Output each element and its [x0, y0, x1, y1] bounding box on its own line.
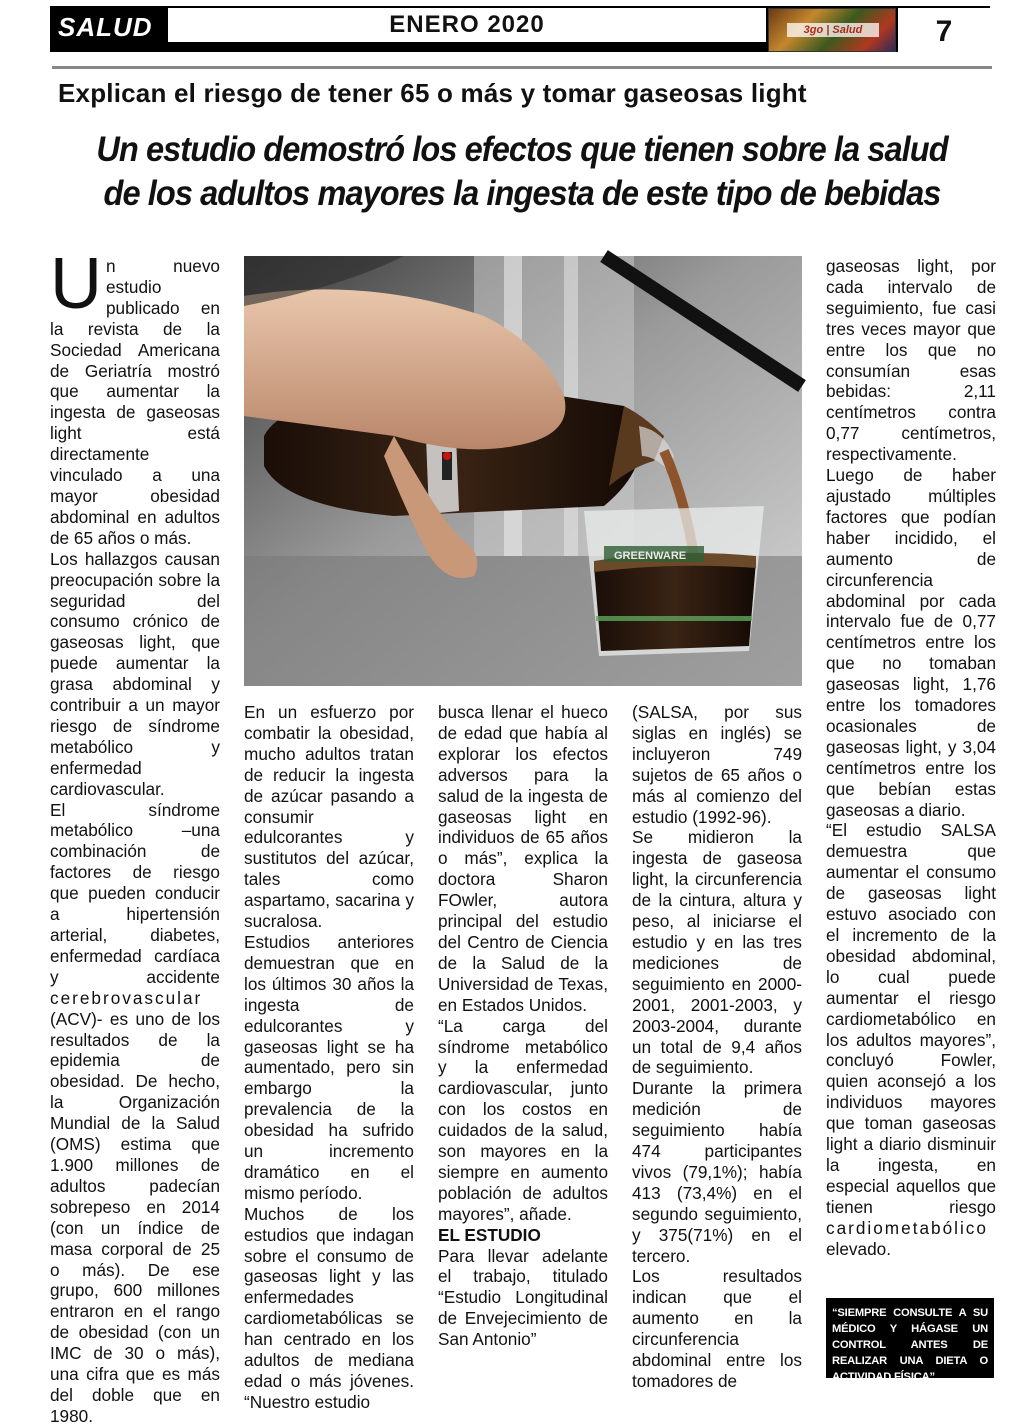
paragraph: busca llenar el hueco de edad que había al explorar los efectos adversos para la salud de la ingesta de gaseosas light en individuos de 65 años o más”, explica la doctora Sharon FOwler, autora principal del estudio del Centro de Ciencia de la Salud de la Universidad de Texas, en Estados Unidos.	[438, 702, 608, 1015]
article-column-1	[50, 244, 220, 1427]
paragraph: Durante la primera medición de seguimiento había 474 participantes vivos (79,1%); había 413 (73,4%) en el segundo seguimiento, y 375(71%) en el tercero.	[632, 1078, 802, 1266]
paragraph-text: cerebrovascular	[50, 987, 203, 1008]
issue-date: ENERO 2020	[168, 8, 766, 42]
paragraph: Los hallazgos causan preocupación sobre la seguridad del consumo crónico de gaseosas light, que puede aumentar la grasa abdominal y contribuir a un mayor riesgo de síndrome metabólico y enfermedad cardiovascular.	[50, 548, 220, 799]
paragraph: Se midieron la ingesta de gaseosa light, la circunferencia de la cintura, altura y peso, al iniciarse el estudio y en las tres mediciones de seguimiento en 2000-2001, 2001-2003, y 2003-2004, durante un total de 9,4 años de seguimiento.	[632, 827, 802, 1078]
paragraph: “La carga del síndrome metabólico y la enfermedad cardiovascular, junto con los costos en cuidados de la salud, son mayores en la siempre en aumento población de adultos mayores”, añade.	[438, 1015, 608, 1224]
section-subhead: EL ESTUDIO	[438, 1224, 541, 1245]
page-number: 7	[898, 8, 990, 52]
paragraph-text: El síndrome metabólico –una combinación de factores de riesgo que pueden conducir a hipertensión arterial, diabetes, enfermedad cardíaca y accidente	[50, 799, 220, 987]
paragraph-text: (ACV)- es uno de los resultados de la epidemia de obesidad. De hecho, la Organización Mundial de la Salud (OMS) estima que 1.900 millones de adultos padecían sobrepeso en 2014 (con un índice de masa corporal de 25 o más). De ese grupo, 600 millones entraron en el rango de obesidad (con un IMC de 30 o más), una cifra que es más del doble que en 1980.	[50, 1008, 220, 1426]
paragraph: (SALSA, por sus siglas en inglés) se incluyeron 749 sujetos de 65 años o más al comienzo del estudio (1992-96).	[632, 702, 802, 827]
article-column-4	[632, 702, 802, 1392]
drop-cap: U	[50, 244, 102, 324]
paragraph: Luego de haber ajustado múltiples factores que podían haber incidido, el aumento de circunferencia abdominal por cada intervalo fue de 0,77 centímetros entre los que no tomaban gaseosas light, 1,76 entre los tomadores ocasionales de gaseosas light, y 3,04 centímetros entre los que bebían estas gaseosas a diario.	[826, 465, 996, 820]
article-headline	[83, 128, 961, 216]
paragraph: En un esfuerzo por combatir la obesidad, mucho adultos tratan de reducir la ingesta de azúcar pasando a consumir edulcorantes y sustitutos del azúcar, tales como aspartamo, sacarina y sucralosa.	[244, 702, 414, 932]
headline-line-1: Un estudio demostró los efectos que tienen sobre la salud	[96, 130, 948, 169]
paragraph	[826, 820, 996, 1259]
article-photo	[244, 256, 802, 686]
paragraph: Estudios anteriores demuestran que en los últimos 30 años la ingesta de edulcorantes y gaseosas light se ha aumentado, pero sin embargo la prevalencia de la obesidad ha sufrido un incremento dramático en el mismo período.	[244, 931, 414, 1203]
paragraph-text: n nuevo estudio publicado en la revista de la Sociedad Americana de Geriatría mostró que aumentar la ingesta de gaseosas light está directamente vinculado a una mayor obesidad abdominal en adultos de 65 años o más.	[50, 256, 220, 548]
publication-logo	[768, 8, 896, 52]
soda-pour-illustration	[244, 256, 802, 686]
article-column-3	[438, 702, 608, 1350]
article-column-5	[826, 256, 996, 1260]
paragraph: Muchos de los estudios que indagan sobre el consumo de gaseosas light y las enfermedades cardiometabólicas se han centrado en los adultos de mediana edad o más jóvenes. “Nuestro estudio	[244, 1203, 414, 1412]
paragraph: Para llevar adelante el trabajo, titulado “Estudio Longitudinal de Envejecimiento de San Antonio”	[438, 1245, 608, 1350]
paragraph: Los resultados indican que el aumento en la circunferencia abdominal entre los tomadores de	[632, 1266, 802, 1391]
paragraph-text: cardiometabólico	[826, 1217, 988, 1238]
paragraph-text: “El estudio SALSA demuestra que aumentar el consumo de gaseosas light estuvo asociado con el incremento de la obesidad abdominal, lo cual puede aumentar el riesgo cardiometabólico en los adultos mayores”, concluyó Fowler, quien aconsejó a los individuos mayores que toman gaseosas light a diario disminuir la ingesta, en especial aquellos que tienen riesgo	[826, 820, 996, 1217]
health-notice-box: “SIEMPRE CONSULTE A SU MÉDICO Y HÁGASE UN CONTROL ANTES DE REALIZAR UNA DIETA O ACTIVIDAD FÍSICA”	[826, 1298, 994, 1378]
paragraph-text: elevado.	[826, 1238, 891, 1259]
headline-line-2: de los adultos mayores la ingesta de este tipo de bebidas	[103, 174, 941, 213]
paragraph: gaseosas light, por cada intervalo de seguimiento, fue casi tres veces mayor que entre los que no consumían esas bebidas: 2,11 centímetros contra 0,77 centímetros, respectivamente.	[826, 256, 996, 465]
article-column-2	[244, 702, 414, 1413]
paragraph	[50, 244, 220, 549]
header-rule	[52, 66, 992, 69]
paragraph	[50, 800, 220, 1427]
article-kicker: Explican el riesgo de tener 65 o más y tomar gaseosas light	[58, 78, 807, 108]
cup-label: GREENWARE	[614, 550, 687, 562]
logo-text: 3go | Salud	[787, 23, 879, 37]
section-title: SALUD	[58, 12, 153, 42]
